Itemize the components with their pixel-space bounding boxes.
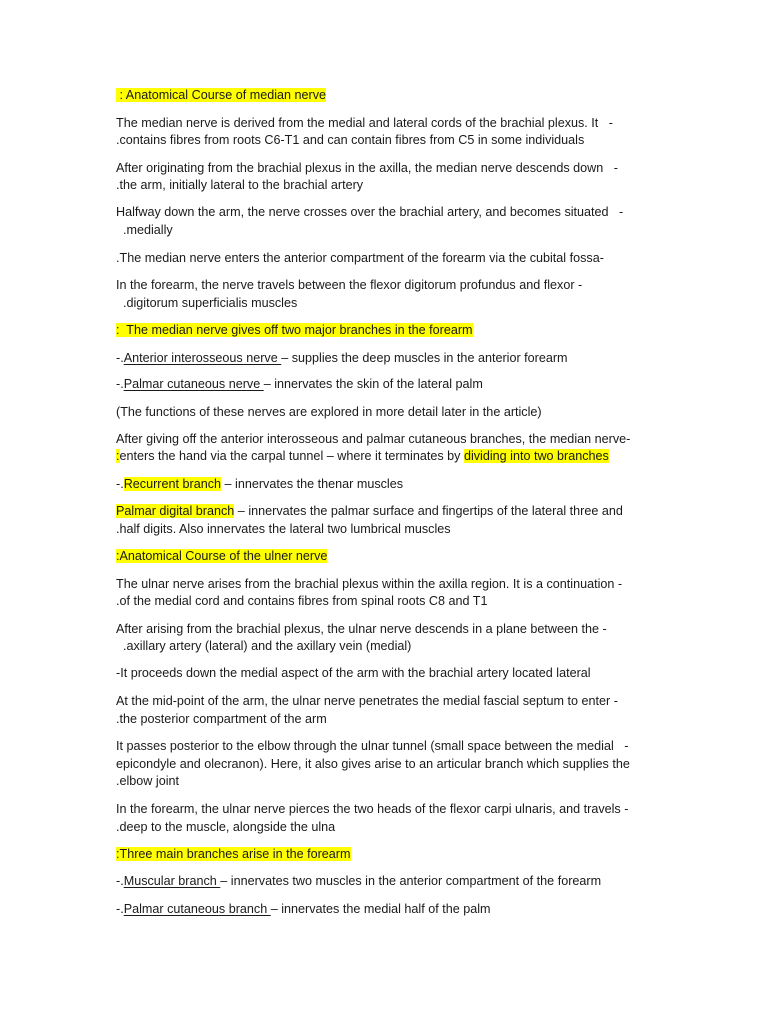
- heading-text: : Anatomical Course of median nerve: [116, 88, 327, 102]
- paragraph-line: .The median nerve enters the anterior compartment of the forearm via the cubital fossa-: [116, 251, 604, 265]
- term-muscular-branch: Muscular branch: [123, 874, 221, 888]
- paragraph-line: .deep to the muscle, alongside the ulna: [116, 820, 336, 834]
- heading-text: :Anatomical Course of the ulner nerve: [116, 549, 328, 563]
- paragraph-line: .medially: [116, 223, 173, 237]
- paragraph-line: .the posterior compartment of the arm: [116, 712, 327, 726]
- heading-median-branches: [116, 322, 473, 339]
- term-description: – innervates the palmar surface and fingertips of the lateral three and: [234, 504, 623, 518]
- list-item: [116, 376, 483, 393]
- term-recurrent-branch: Recurrent branch: [123, 477, 222, 491]
- list-marker: -.: [116, 477, 124, 491]
- list-item: [116, 901, 491, 918]
- paragraph-line: .elbow joint: [116, 774, 180, 788]
- paragraph-line: .contains fibres from roots C6-T1 and can contain fibres from C5 in some individuals: [116, 133, 585, 147]
- paragraph-line: It passes posterior to the elbow through the ulnar tunnel (small space between the medial -: [116, 739, 629, 753]
- heading-median-nerve: [116, 87, 326, 104]
- paragraph-line: [116, 448, 609, 465]
- paragraph-line: .axillary artery (lateral) and the axillary vein (medial): [116, 639, 412, 653]
- list-marker: -.: [116, 874, 124, 888]
- term-description: – innervates the skin of the lateral palm: [263, 377, 483, 391]
- list-item: [116, 476, 403, 493]
- paragraph-line: After giving off the anterior interosseous and palmar cutaneous branches, the median nerve-: [116, 432, 631, 446]
- term-palmar-digital-branch: Palmar digital branch: [116, 504, 235, 518]
- paragraph-line: After arising from the brachial plexus, the ulnar nerve descends in a plane between the -: [116, 622, 607, 636]
- list-item: [116, 350, 568, 367]
- paragraph-line: In the forearm, the ulnar nerve pierces the two heads of the flexor carpi ulnaris, and travels -: [116, 802, 629, 816]
- term-anterior-interosseous-nerve: Anterior interosseous nerve: [123, 351, 282, 365]
- list-item: [116, 503, 623, 520]
- paragraph-line: epicondyle and olecranon). Here, it also gives arise to an articular branch which supplies the: [116, 757, 630, 771]
- highlight-dividing-branches: dividing into two branches: [463, 449, 609, 463]
- heading-ulnar-nerve: [116, 548, 327, 565]
- heading-text: : The median nerve gives off two major branches in the forearm: [116, 323, 473, 337]
- paragraph-line: .of the medial cord and contains fibres from spinal roots C8 and T1: [116, 594, 488, 608]
- term-palmar-cutaneous-branch: Palmar cutaneous branch: [123, 902, 271, 916]
- list-marker: -.: [116, 351, 124, 365]
- paragraph-line: -It proceeds down the medial aspect of the arm with the brachial artery located lateral: [116, 666, 591, 680]
- highlight-colon: :: [116, 449, 120, 463]
- term-description: – innervates two muscles in the anterior compartment of the forearm: [220, 874, 602, 888]
- paragraph-line: The ulnar nerve arises from the brachial plexus within the axilla region. It is a continuation -: [116, 577, 623, 591]
- paragraph-line: The median nerve is derived from the medial and lateral cords of the brachial plexus. It -: [116, 116, 613, 130]
- term-description: – innervates the thenar muscles: [221, 477, 404, 491]
- paragraph-line: .half digits. Also innervates the lateral two lumbrical muscles: [116, 522, 451, 536]
- paragraph-line: (The functions of these nerves are explored in more detail later in the article): [116, 405, 542, 419]
- list-item: [116, 873, 601, 890]
- paragraph-line: After originating from the brachial plexus in the axilla, the median nerve descends down -: [116, 161, 618, 175]
- heading-text: :Three main branches arise in the forearm: [116, 847, 351, 861]
- list-marker: -.: [116, 902, 124, 916]
- heading-ulnar-branches: [116, 846, 351, 863]
- term-description: – supplies the deep muscles in the anterior forearm: [281, 351, 568, 365]
- line-text: enters the hand via the carpal tunnel – where it terminates by: [119, 449, 464, 463]
- paragraph-line: .digitorum superficialis muscles: [116, 296, 298, 310]
- paragraph-line: In the forearm, the nerve travels between the flexor digitorum profundus and flexor -: [116, 278, 583, 292]
- paragraph-line: .the arm, initially lateral to the brachial artery: [116, 178, 364, 192]
- term-palmar-cutaneous-nerve: Palmar cutaneous nerve: [123, 377, 264, 391]
- paragraph-line: Halfway down the arm, the nerve crosses over the brachial artery, and becomes situated -: [116, 205, 624, 219]
- list-marker: -.: [116, 377, 124, 391]
- paragraph-line: At the mid-point of the arm, the ulnar nerve penetrates the medial fascial septum to enter -: [116, 694, 618, 708]
- term-description: – innervates the medial half of the palm: [270, 902, 491, 916]
